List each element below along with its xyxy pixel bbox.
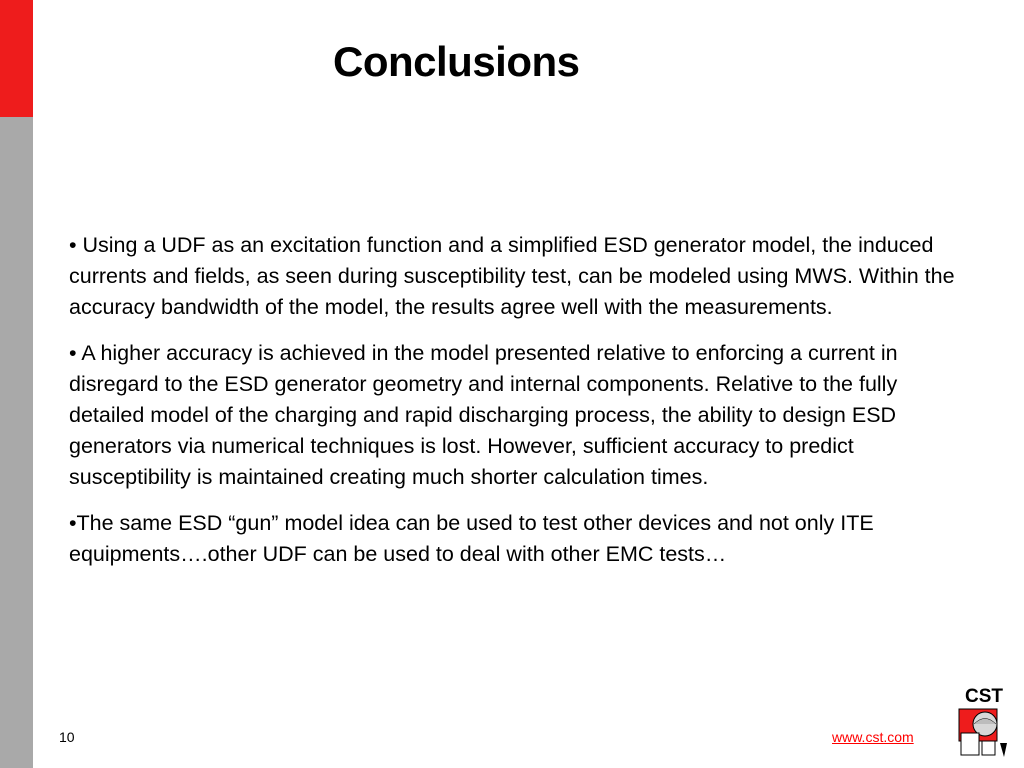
bullet-paragraph: • Using a UDF as an excitation function and a simplified ESD generator model, the induced currents and fields, as seen during susceptibility test, can be modeled using MWS. Within the accuracy bandwidth of the model, the results agree well with the measurements. [69,233,955,319]
footer-website-link[interactable]: www.cst.com [832,729,914,745]
page-number: 10 [59,729,75,745]
slide-body [69,230,961,585]
side-bar-red-accent [0,0,33,117]
cst-logo-text: CST [965,686,1003,707]
left-side-bar [0,0,33,768]
bullet-paragraph: •The same ESD “gun” model idea can be used to test other devices and not only ITE equipments….other UDF can be used to deal with other EMC tests… [69,511,874,566]
cst-logo [952,683,1016,765]
slide-title: Conclusions [333,38,580,85]
bullet-paragraph: • A higher accuracy is achieved in the model presented relative to enforcing a current in disregard to the ESD generator geometry and internal components. Relative to the fully detailed model of the charging and rapid discharging process, the ability to design ESD generators via numerical techniques is lost. However, sufficient accuracy to predict susceptibility is maintained creating much shorter calculation times. [69,341,898,489]
